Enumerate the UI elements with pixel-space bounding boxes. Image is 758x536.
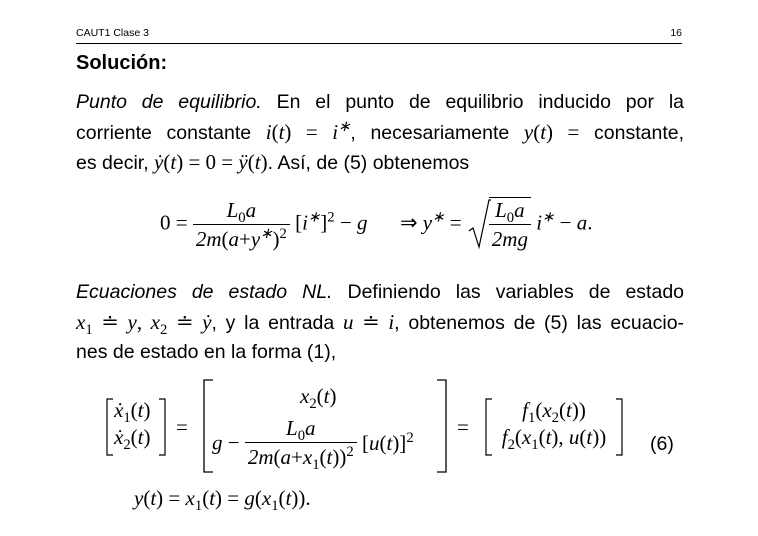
p2-line-3	[76, 338, 684, 368]
paragraph-state-equations	[76, 278, 684, 368]
math-ydot-zero: ẏ(t) = 0 = ÿ(t)	[154, 150, 268, 174]
p1-line-1	[76, 88, 684, 118]
p1-line-2	[76, 118, 684, 149]
function-vector: $f_1(x_2(t))$ $f_2(x_1(t)$, u(t))	[501, 398, 607, 454]
slide-header	[76, 27, 682, 39]
equation-equilibrium: 0 = $\frac{L_0a}{2m(a+y^∗)^2}$ $[i^∗]^2 - g$ ⇒ y∗ = $\frac{L_0a}{2mg}$ i∗ − a.	[160, 197, 593, 251]
p1-lead: Punto de equilibrio.	[76, 91, 262, 113]
p2-line-1	[76, 278, 684, 308]
p1-text-3: , necesariamente	[350, 121, 510, 144]
p1-text-5: es decir,	[76, 152, 149, 174]
p2-line-2	[76, 308, 684, 339]
entry-x2: $x_2(t)$	[300, 384, 337, 413]
section-title: Solución:	[76, 52, 168, 74]
left-vector-brackets	[106, 398, 166, 456]
p2-text-3: , obtenemos de (5) las ecuacio-	[394, 311, 685, 334]
entry-dynamics: g − $\frac{L_0a}{2m(a+x_1(t))^2}$ $[u(t)]^2$	[212, 416, 414, 474]
math-input-def: u ≐ i	[343, 309, 395, 334]
state-derivative-vector: ẋ$_1$(t) ẋ$_2$(t)	[114, 398, 151, 454]
page-number: 16	[670, 27, 682, 39]
equals-2: =	[457, 415, 469, 439]
p2-text-1: Definiendo las variables de estado	[347, 281, 685, 303]
equation-number: (6)	[650, 433, 674, 455]
p2-text-4: nes de estado en la forma (1),	[76, 341, 337, 363]
equals-1: =	[176, 415, 188, 439]
paragraph-equilibrium	[76, 88, 684, 179]
p1-text-1: En el punto de equilibrio inducido por la	[276, 91, 685, 113]
math-state-defs: $x_1$ ≐ y, $x_2$ ≐ ẏ	[76, 309, 212, 338]
p1-line-3	[76, 148, 684, 179]
p1-text-4: constante,	[594, 121, 685, 144]
math-i-eq-istar: i(t) = i∗	[265, 118, 351, 144]
header-rule	[76, 43, 682, 44]
sqrt-sign	[467, 199, 491, 251]
p2-lead: Ecuaciones de estado NL.	[76, 281, 333, 303]
p1-text-2: corriente constante	[76, 121, 252, 144]
p2-text-2: , y la entrada	[211, 311, 335, 334]
math-y-eq: y(t) =	[523, 119, 580, 144]
p1-text-6: . Así, de (5) obtenemos	[267, 152, 470, 174]
course-label: CAUT1 Clase 3	[76, 27, 149, 39]
output-equation: $y(t) = x_1(t) = g(x_1(t))$.	[134, 486, 311, 515]
